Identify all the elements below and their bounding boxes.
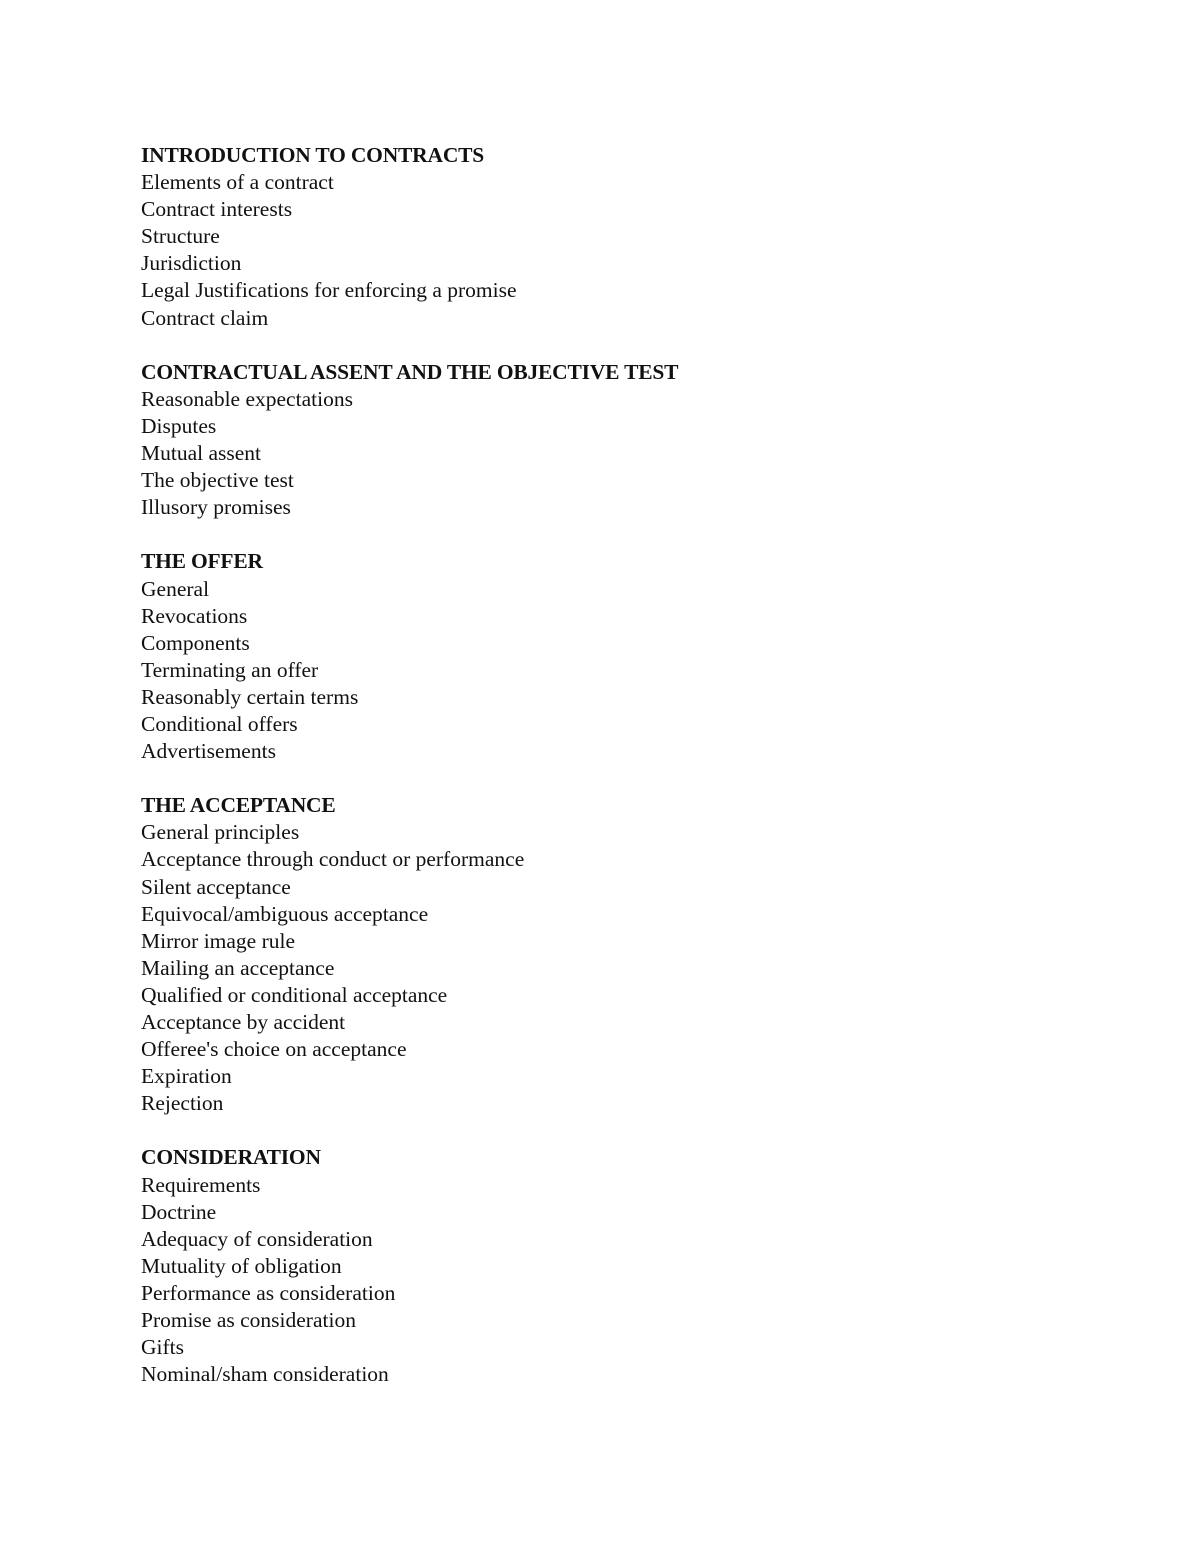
- topic-list: [141, 169, 1141, 332]
- section-heading: CONSIDERATION: [141, 1145, 321, 1170]
- list-item: Reasonably certain terms: [141, 684, 359, 709]
- section-heading: THE ACCEPTANCE: [141, 793, 336, 818]
- list-item: Conditional offers: [141, 711, 298, 736]
- list-item: Contract interests: [141, 197, 293, 222]
- list-item: Elements of a contract: [141, 170, 334, 195]
- list-item: Mailing an acceptance: [141, 955, 335, 980]
- section-contractual-assent: [141, 359, 1141, 522]
- list-item: Offeree's choice on acceptance: [141, 1037, 407, 1062]
- list-item: Acceptance through conduct or performance: [141, 847, 525, 872]
- list-item: Terminating an offer: [141, 657, 319, 682]
- section-the-acceptance: [141, 792, 1141, 1117]
- list-item: Rejection: [141, 1091, 224, 1116]
- list-item: Legal Justifications for enforcing a promise: [141, 278, 517, 303]
- list-item: Performance as consideration: [141, 1280, 396, 1305]
- list-item: Requirements: [141, 1172, 261, 1197]
- list-item: Jurisdiction: [141, 251, 242, 276]
- document-page: [141, 142, 1141, 1415]
- list-item: Advertisements: [141, 739, 276, 764]
- list-item: General: [141, 576, 210, 601]
- list-item: Contract claim: [141, 305, 269, 330]
- list-item: The objective test: [141, 468, 294, 493]
- list-item: Disputes: [141, 413, 217, 438]
- list-item: Revocations: [141, 603, 248, 628]
- list-item: Structure: [141, 224, 220, 249]
- list-item: Components: [141, 630, 250, 655]
- section-consideration: [141, 1144, 1141, 1388]
- list-item: General principles: [141, 820, 300, 845]
- list-item: Mutuality of obligation: [141, 1253, 342, 1278]
- list-item: Gifts: [141, 1335, 184, 1360]
- section-heading: INTRODUCTION TO CONTRACTS: [141, 143, 485, 167]
- list-item: Acceptance by accident: [141, 1010, 346, 1034]
- list-item: Nominal/sham consideration: [141, 1362, 389, 1387]
- list-item: Mirror image rule: [141, 928, 296, 953]
- topic-list: [141, 576, 1141, 766]
- list-item: Adequacy of consideration: [141, 1226, 373, 1251]
- list-item: Equivocal/ambiguous acceptance: [141, 901, 429, 926]
- topic-list: [141, 386, 1141, 521]
- list-item: Illusory promises: [141, 495, 291, 520]
- list-item: Reasonable expectations: [141, 386, 353, 411]
- section-the-offer: [141, 548, 1141, 765]
- list-item: Expiration: [141, 1064, 232, 1089]
- list-item: Promise as consideration: [141, 1308, 356, 1333]
- topic-list: [141, 819, 1141, 1117]
- section-heading: THE OFFER: [141, 549, 263, 574]
- list-item: Mutual assent: [141, 441, 262, 466]
- list-item: Qualified or conditional acceptance: [141, 982, 448, 1007]
- topic-list: [141, 1172, 1141, 1389]
- list-item: Doctrine: [141, 1199, 217, 1224]
- list-item: Silent acceptance: [141, 874, 291, 899]
- section-heading: CONTRACTUAL ASSENT AND THE OBJECTIVE TEST: [141, 359, 679, 384]
- section-introduction-to-contracts: [141, 142, 1141, 332]
